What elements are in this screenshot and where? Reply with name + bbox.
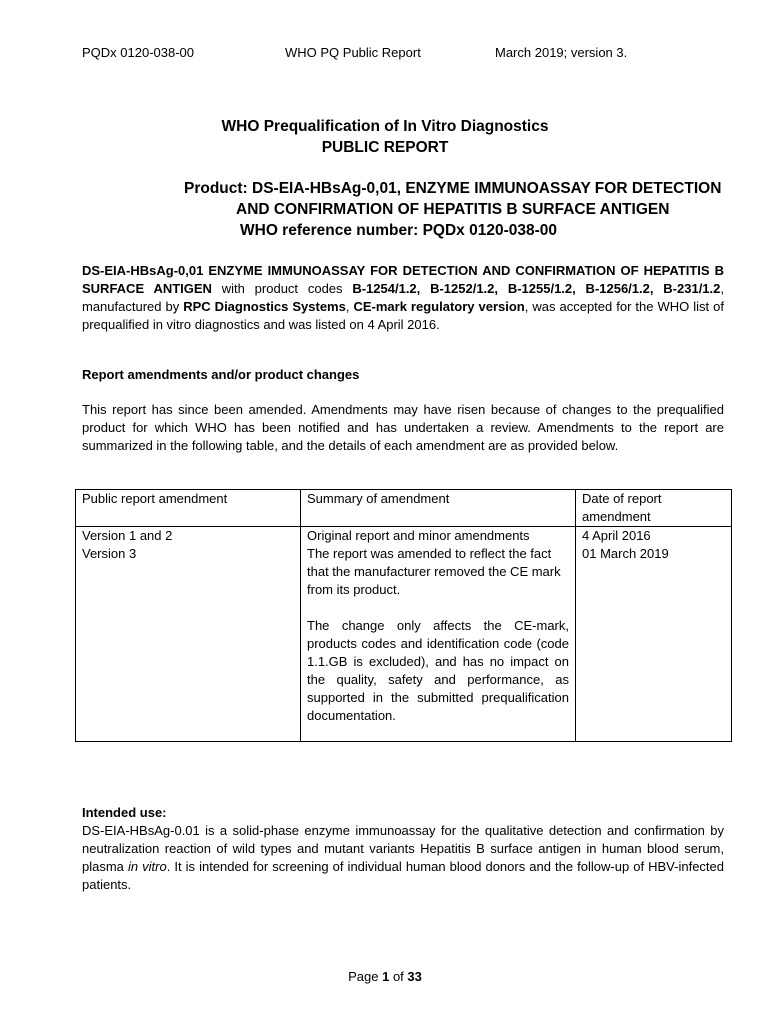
- intro-manufacturer: RPC Diagnostics Systems: [183, 299, 346, 314]
- intro-regulatory-version: CE-mark regulatory version: [353, 299, 525, 314]
- table-row: [76, 527, 732, 546]
- product-line-1: Product: DS-EIA-HBsAg-0,01, ENZYME IMMUNOASSAY FOR DETECTION: [184, 180, 722, 197]
- table-cell-version: Version 1 and 2: [76, 527, 301, 546]
- intro-text: with product codes: [211, 281, 353, 296]
- header-report-type: WHO PQ Public Report: [285, 45, 421, 60]
- intended-use-heading: Intended use:: [82, 805, 167, 820]
- table-header-row: [76, 490, 732, 527]
- intro-text: , was accepted for the WHO list of prequalified in vitro diagnostics and was listed on 4 April 2016.: [82, 299, 724, 332]
- table-cell-version: Version 3: [76, 545, 301, 742]
- product-line-2: AND CONFIRMATION OF HEPATITIS B SURFACE ANTIGEN: [236, 201, 670, 218]
- table-header-cell: Summary of amendment: [301, 490, 576, 527]
- table-cell-summary: [301, 545, 576, 742]
- page-number: 1: [382, 969, 390, 984]
- table-cell-date: 01 March 2019: [576, 545, 732, 742]
- intended-use-italic: in vitro: [127, 859, 167, 874]
- intro-text: , manufactured by: [82, 281, 725, 314]
- amendments-paragraph: This report has since been amended. Amendments may have risen because of changes to the prequalified product for which WHO has been notified and has undertaken a review. Amendments to the report are summarized in the following table, and the details of each amendment are as provided below.: [82, 402, 724, 453]
- table-cell-summary: Original report and minor amendments: [301, 527, 576, 546]
- page-of-label: of: [389, 969, 408, 984]
- table-row: [76, 545, 732, 742]
- amendments-table: [75, 489, 732, 742]
- intended-use-paragraph: [82, 822, 724, 894]
- intro-product-codes: B-1254/1.2, B-1252/1.2, B-1255/1.2, B-1256/1.2, B-231/1.2: [352, 281, 721, 296]
- table-header-cell: Public report amendment: [76, 490, 301, 527]
- page-subtitle: PUBLIC REPORT: [321, 139, 449, 156]
- header-date-version: March 2019; version 3.: [495, 45, 628, 60]
- table-header-cell: Date of report amendment: [576, 490, 732, 527]
- intended-use-text: DS-EIA-HBsAg-0.01 is a solid-phase enzyme immunoassay for the qualitative detection and confirmation by neutralization reaction of wild types and mutant variants Hepatitis B surface antigen in human blood serum, plasma: [82, 823, 724, 874]
- page-total: 33: [407, 969, 422, 984]
- page-label: Page: [348, 969, 383, 984]
- intro-paragraph: [82, 262, 724, 334]
- amendments-heading: Report amendments and/or product changes: [82, 367, 360, 382]
- page-footer: [0, 968, 770, 986]
- page-title: WHO Prequalification of In Vitro Diagnostics: [221, 118, 549, 135]
- intro-text: ,: [345, 299, 354, 314]
- table-cell-date: 4 April 2016: [576, 527, 732, 546]
- intro-product-name: DS-EIA-HBsAg-0,01 ENZYME IMMUNOASSAY FOR DETECTION AND CONFIRMATION OF HEPATITIS B SURFACE ANTIGEN: [82, 263, 724, 296]
- summary-paragraph: The change only affects the CE-mark, products codes and identification code (code 1.1.GB is excluded), and has no impact on the quality, safety and performance, as supported in the submitted prequalification documentation.: [307, 618, 569, 723]
- header-doc-id: PQDx 0120-038-00: [82, 45, 195, 60]
- summary-paragraph: The report was amended to reflect the fact that the manufacturer removed the CE mark from its product.: [307, 546, 561, 597]
- intended-use-text: . It is intended for screening of individual human blood donors and the follow-up of HBV-infected patients.: [82, 859, 724, 892]
- who-reference-number: WHO reference number: PQDx 0120-038-00: [240, 222, 558, 239]
